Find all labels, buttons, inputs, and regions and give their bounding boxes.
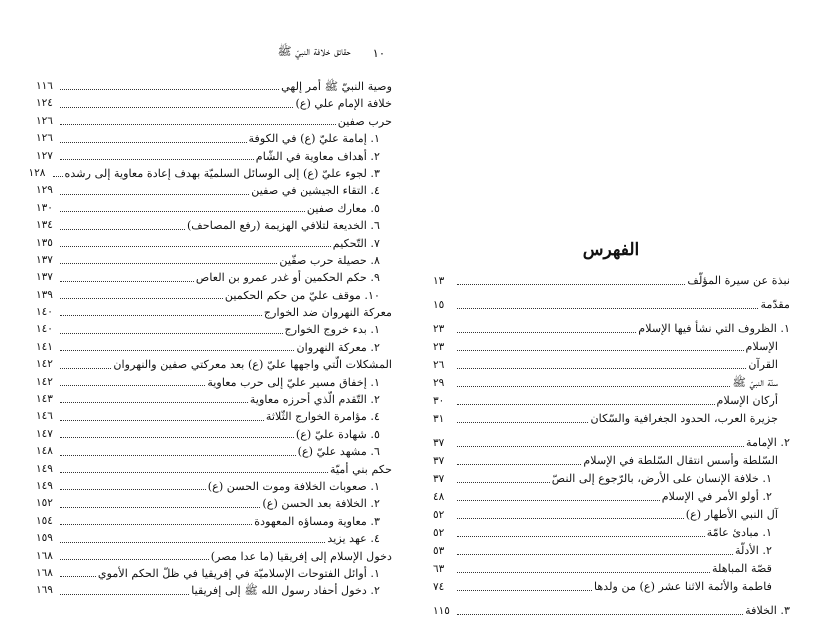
toc-entry-title: ٤. عهد يزيد	[327, 532, 380, 546]
toc-entry-page: ١٥٩	[36, 532, 53, 545]
toc-entry-title: آل النبي الأطهار (ع)	[685, 508, 778, 521]
toc-entry-page: ٣١	[433, 413, 445, 425]
dot-leader	[60, 89, 279, 90]
page-number: ١٠	[372, 45, 385, 60]
dot-leader	[457, 350, 744, 351]
dot-leader	[457, 464, 581, 465]
dot-leader	[60, 507, 260, 508]
toc-entry-page: ١٦٨	[36, 566, 53, 579]
dot-leader	[457, 446, 744, 447]
toc-entry[interactable]	[433, 296, 790, 314]
toc-entry-page: ١٤٢	[36, 375, 53, 388]
toc-entry-title: ١. الظروف التي نشأ فيها الإسلام	[638, 322, 790, 335]
toc-entry[interactable]	[433, 524, 790, 542]
toc-entry[interactable]	[36, 426, 392, 443]
toc-entry-page: ١٣٠	[36, 201, 53, 214]
toc-entry[interactable]	[433, 392, 790, 410]
toc-entry-title: خلافة الإمام علي (ع)	[295, 97, 392, 111]
toc-entry-page: ١٢٤	[36, 97, 53, 110]
dot-leader	[457, 536, 705, 537]
toc-entry-title: معركة النهروان ضد الخوارج	[263, 306, 392, 320]
dot-leader	[457, 500, 660, 501]
toc-entry-page: ١٦٩	[36, 584, 53, 597]
toc-entry-title: مقدّمة	[760, 298, 790, 311]
toc-entry-page: ١٤٩	[36, 479, 53, 492]
toc-entry-title: ١٠. موقف عليّ من حكم الحكمين	[224, 288, 380, 302]
toc-entry-title: ١. بدء خروج الخوارج	[284, 323, 380, 337]
toc-entry-page: ١٤٠	[36, 306, 53, 319]
dot-leader	[457, 284, 685, 285]
toc-entry[interactable]	[433, 338, 790, 356]
toc-entry[interactable]	[433, 272, 790, 290]
toc-entry-title: ٢. أولو الأمر في الإسلام	[661, 490, 772, 503]
toc-entry-title: ٧. التّحكيم	[332, 236, 380, 250]
toc-entry-title: دخول الإسلام إلى إفريقيا (ما عدا مصر)	[210, 549, 392, 563]
toc-entry[interactable]	[36, 356, 392, 373]
toc-entry[interactable]	[36, 148, 392, 165]
toc-entry-page: ١٤٩	[36, 462, 53, 475]
toc-entry-title: حكم بني أميّة	[330, 462, 392, 476]
dot-leader	[457, 386, 730, 387]
toc-entry[interactable]	[433, 560, 790, 578]
toc-entry-title: ٢. الأدلّة	[734, 544, 772, 557]
toc-entry-title: ٢. الخلافة بعد الحسن (ع)	[262, 497, 380, 511]
toc-entry-page: ١٤٨	[36, 445, 53, 458]
toc-entry[interactable]	[36, 582, 392, 599]
dot-leader	[60, 402, 248, 403]
toc-entry-page: ١٢٦	[36, 114, 53, 127]
right-page	[406, 0, 813, 639]
toc-entry-page: ١٢٨	[28, 166, 46, 179]
toc-entry-title: المشكلات الّتي واجهها عليّ (ع) بعد معركتي صفين والنهروان	[113, 358, 392, 372]
toc-entry-title: ٥. معارك صفين	[306, 201, 380, 215]
toc-entry-page: ٣٧	[433, 473, 445, 485]
toc-entry-title: ١. إخفاق مسير عليّ إلى حرب معاوية	[207, 375, 380, 389]
toc-heading: الفهرس	[582, 240, 640, 260]
toc-entry[interactable]	[36, 269, 392, 286]
toc-entry-page: ١٥٤	[36, 514, 53, 527]
toc-entry[interactable]	[36, 113, 392, 130]
toc-entry[interactable]	[433, 470, 790, 488]
dot-leader	[60, 576, 96, 577]
toc-entry-page: ١٢٩	[36, 184, 53, 197]
toc-entry-page: ٤٨	[433, 491, 445, 503]
dot-leader	[457, 554, 733, 555]
dot-leader	[60, 385, 205, 386]
toc-entry-page: ٥٢	[433, 527, 445, 539]
toc-entry-page: ١٤٢	[36, 358, 53, 371]
toc-entry[interactable]	[36, 374, 392, 391]
toc-entry-title: سنّة النبيّ ﷺ	[732, 376, 778, 389]
toc-entry-title: ٢. دخول أحفاد رسول الله ﷺ إلى إفريقيا	[191, 584, 380, 598]
toc-entry-page: ٢٣	[433, 341, 445, 353]
toc-entry-title: جزيرة العرب، الحدود الجغرافية والسّكان	[590, 412, 778, 425]
toc-entry[interactable]	[433, 410, 790, 428]
toc-entry-title: ٩. حكم الحكمين أو غدر عمرو بن العاص	[195, 271, 380, 285]
toc-entry-title: ٥. شهادة عليّ (ع)	[295, 427, 380, 441]
toc-entry-page: ١٤٣	[36, 393, 53, 406]
dot-leader	[457, 422, 588, 423]
toc-entry-page: ١٣٥	[36, 236, 53, 249]
toc-entry-page: ٦٣	[433, 563, 445, 575]
dot-leader	[60, 489, 206, 490]
dot-leader	[457, 404, 715, 405]
dot-leader	[457, 590, 592, 591]
toc-entry[interactable]	[433, 602, 790, 620]
dot-leader	[60, 437, 294, 438]
toc-entry[interactable]	[433, 452, 790, 470]
dot-leader	[60, 229, 185, 230]
toc-entry-title: ١. صعوبات الخلافة وموت الحسن (ع)	[207, 479, 380, 493]
toc-entry-page: ١٣٩	[36, 288, 53, 301]
toc-entry[interactable]	[36, 130, 392, 147]
toc-entry-page: ٣٧	[433, 437, 445, 449]
toc-entry-page: ١٤٧	[36, 427, 53, 440]
left-page	[0, 0, 406, 639]
toc-entry-title: ٣. لجوء عليّ (ع) إلى الوسائل السلميّة بهدف إعادة معاوية إلى رشده	[64, 166, 380, 180]
toc-entry[interactable]	[36, 478, 392, 495]
toc-entry-title: ٤. مؤامرة الخوارج الثّلاثة	[265, 410, 380, 424]
toc-entry-page: ١٤٦	[36, 410, 53, 423]
toc-entry[interactable]	[36, 530, 392, 547]
toc-entry[interactable]	[28, 165, 392, 182]
dot-leader	[60, 315, 262, 316]
toc-entry-page: ٢٣	[433, 323, 445, 335]
dot-leader	[457, 614, 743, 615]
toc-entry[interactable]	[36, 565, 392, 582]
toc-entry[interactable]	[433, 542, 790, 560]
dot-leader	[60, 142, 247, 143]
toc-entry[interactable]	[433, 356, 790, 374]
dot-leader	[60, 107, 293, 108]
toc-entry-title: قصّة المباهلة	[712, 562, 772, 575]
toc-entry-title: ١. إمامة عليّ (ع) في الكوفة	[248, 132, 380, 146]
dot-leader	[60, 455, 296, 456]
toc-entry-page: ٢٦	[433, 359, 445, 371]
toc-entry[interactable]	[36, 200, 392, 217]
toc-entry[interactable]	[36, 217, 392, 234]
dot-leader	[60, 542, 325, 543]
toc-list-right	[433, 272, 790, 620]
dot-leader	[60, 472, 328, 473]
dot-leader	[457, 482, 550, 483]
toc-entry[interactable]	[433, 320, 790, 338]
toc-entry[interactable]	[36, 78, 392, 95]
toc-entry-page: ١٥	[433, 299, 445, 311]
running-title: حقائق خلافة النبيّ ﷺ	[277, 44, 351, 58]
toc-entry-title: وصية النبيّ ﷺ أمر إلهي	[281, 79, 392, 93]
toc-entry-title: نبذة عن سيرة المؤلّف	[687, 274, 790, 287]
toc-entry-page: ١٥٢	[36, 497, 53, 510]
toc-entry[interactable]	[36, 513, 392, 530]
toc-entry[interactable]	[36, 548, 392, 565]
toc-entry-title: الإسلام	[745, 340, 778, 353]
dot-leader	[60, 211, 305, 212]
toc-entry-title: حرب صفين	[337, 114, 392, 128]
toc-entry[interactable]	[36, 339, 392, 356]
toc-entry[interactable]	[433, 374, 790, 392]
toc-entry-title: ١. أوائل الفتوحات الإسلاميّة في إفريقيا في ظلّ الحكم الأموي	[97, 566, 380, 580]
toc-entry-title: ٢. الإمامة	[745, 436, 790, 449]
toc-entry-title: ١. خلافة الإنسان على الأرض، بالرّجوع إلى النصّ	[551, 472, 772, 485]
toc-entry-title: فاطمة والأئمة الاثنا عشر (ع) من ولدها	[593, 580, 772, 593]
toc-entry-title: ٦. مشهد عليّ (ع)	[297, 445, 380, 459]
toc-entry[interactable]	[433, 506, 790, 524]
dot-leader	[60, 281, 194, 282]
dot-leader	[60, 246, 331, 247]
dot-leader	[457, 572, 710, 573]
dot-leader	[457, 368, 746, 369]
toc-entry[interactable]	[36, 182, 392, 199]
toc-entry-title: ٦. الخديعة لتلافي الهزيمة (رفع المصاحف)	[186, 219, 380, 233]
dot-leader	[53, 176, 63, 177]
toc-entry[interactable]	[36, 495, 392, 512]
toc-entry-title: ٣. الخلافة	[745, 604, 790, 617]
toc-entry-page: ١٣٤	[36, 219, 53, 232]
toc-entry-title: السّلطة وأسس انتقال السّلطة في الإسلام	[583, 454, 778, 467]
dot-leader	[60, 159, 254, 160]
toc-entry[interactable]	[36, 408, 392, 425]
toc-list-left	[28, 78, 392, 600]
toc-entry-title: ٤. التقاء الجيشين في صفين	[251, 184, 380, 198]
toc-entry[interactable]	[36, 461, 392, 478]
toc-entry-title: ٨. حصيلة حرب صفّين	[279, 253, 380, 267]
dot-leader	[60, 124, 336, 125]
toc-entry[interactable]	[36, 321, 392, 338]
dot-leader	[60, 194, 249, 195]
toc-entry-page: ١٦٨	[36, 549, 53, 562]
dot-leader	[60, 594, 189, 595]
toc-entry-page: ٧٤	[433, 581, 445, 593]
toc-entry-title: ٢. أهداف معاوية في الشّام	[255, 149, 380, 163]
toc-entry-page: ١٢٦	[36, 132, 53, 145]
dot-leader	[60, 420, 264, 421]
toc-entry-page: ١١٥	[433, 605, 450, 617]
toc-entry-page: ١٤١	[36, 340, 53, 353]
toc-entry-page: ١٣٧	[36, 271, 53, 284]
toc-entry-page: ٢٩	[433, 377, 445, 389]
toc-entry[interactable]	[36, 443, 392, 460]
toc-entry[interactable]	[36, 287, 392, 304]
dot-leader	[60, 263, 277, 264]
toc-entry-title: ١. مبادئ عامّة	[706, 526, 772, 539]
toc-entry[interactable]	[433, 434, 790, 452]
dot-leader	[457, 518, 684, 519]
toc-entry-page: ١٣٧	[36, 253, 53, 266]
toc-entry-title: ٢. معركة النهروان	[296, 340, 380, 354]
toc-entry[interactable]	[36, 304, 392, 321]
dot-leader	[457, 332, 636, 333]
toc-entry-page: ١١٦	[36, 79, 53, 92]
toc-entry-title: أركان الإسلام	[716, 394, 778, 407]
toc-entry[interactable]	[36, 235, 392, 252]
dot-leader	[60, 559, 209, 560]
dot-leader	[60, 298, 223, 299]
toc-entry-page: ٣٠	[433, 395, 445, 407]
toc-entry-title: ٢. التّقدم الّذي أحرزه معاوية	[249, 393, 380, 407]
toc-entry-page: ١٤٠	[36, 323, 53, 336]
toc-entry-page: ٣٧	[433, 455, 445, 467]
toc-entry[interactable]	[433, 578, 790, 596]
dot-leader	[60, 524, 252, 525]
toc-entry-page: ١٣	[433, 275, 445, 287]
toc-entry[interactable]	[36, 391, 392, 408]
dot-leader	[60, 368, 111, 369]
toc-entry-page: ٥٣	[433, 545, 445, 557]
toc-entry-page: ٥٢	[433, 509, 445, 521]
toc-entry-title: ٣. معاوية ومساؤه المعهودة	[254, 514, 380, 528]
dot-leader	[457, 308, 758, 309]
toc-entry-page: ١٢٧	[36, 149, 53, 162]
dot-leader	[60, 350, 294, 351]
running-header	[220, 44, 385, 61]
toc-entry-title: القرآن	[748, 358, 778, 371]
toc-entry[interactable]	[36, 95, 392, 112]
dot-leader	[60, 333, 283, 334]
toc-entry[interactable]	[36, 252, 392, 269]
toc-entry[interactable]	[433, 488, 790, 506]
